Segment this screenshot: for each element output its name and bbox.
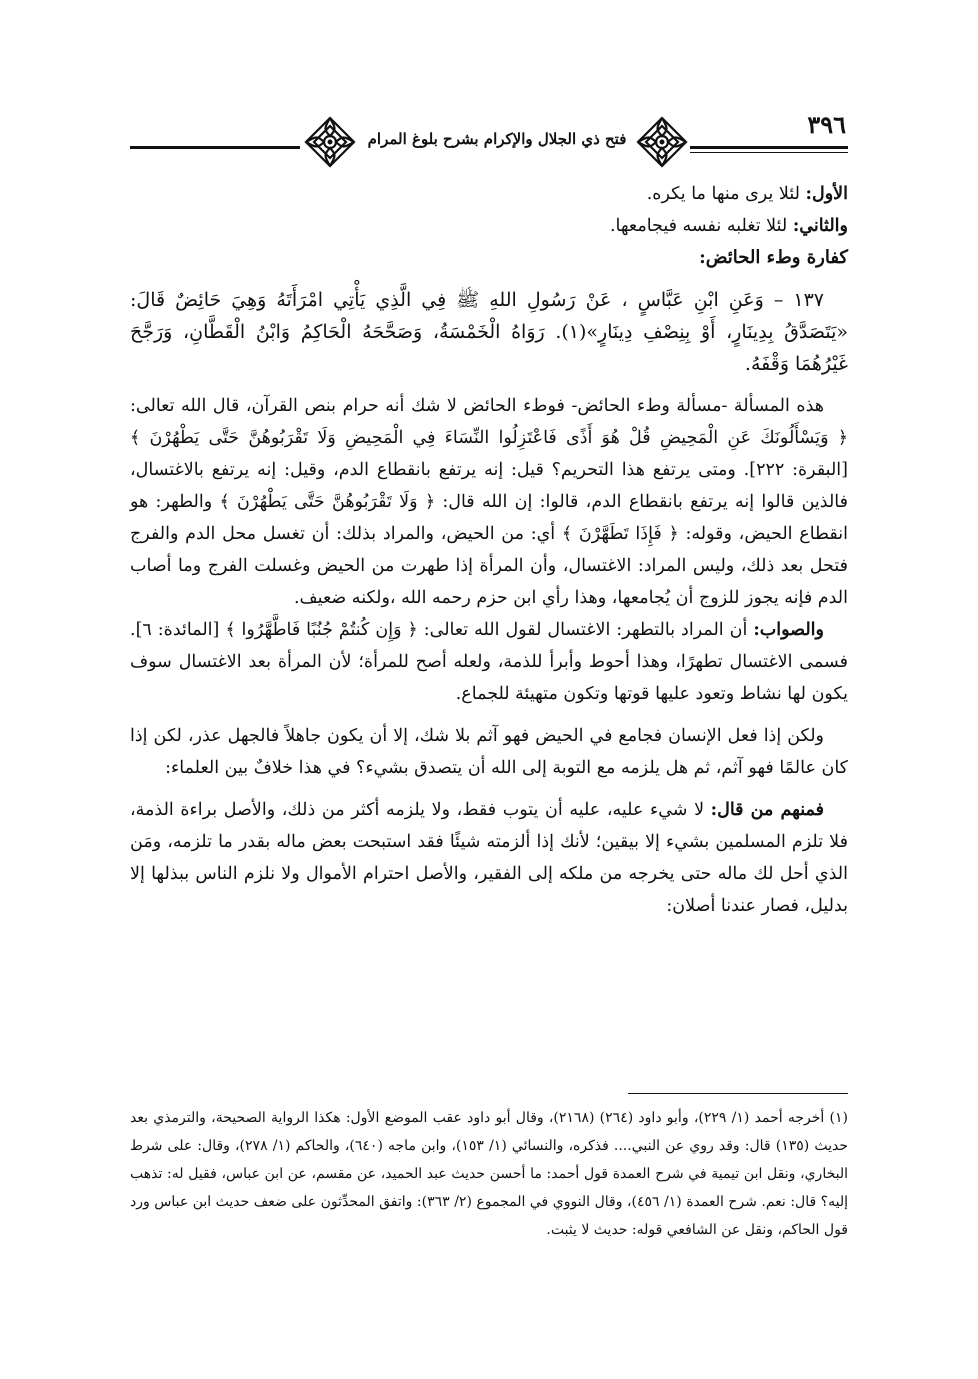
intro-first [130, 178, 848, 210]
second-label: والثاني: [792, 216, 848, 236]
header-rule-right [690, 146, 848, 149]
commentary-paragraph-4 [130, 794, 848, 922]
book-title: فتح ذي الجلال والإكرام بشرح بلوغ المرام [367, 130, 627, 148]
page-number: ٣٩٦ [807, 110, 846, 139]
commentary-paragraph-1: هذه المسألة -مسألة وطء الحائض- فوطء الحائض لا شك أنه حرام بنص القرآن، قال الله تعالى: ﴿ وَيَسْأَلُونَكَ عَنِ الْمَحِيضِ قُلْ هُوَ أَذًى فَاعْتَزِلُوا النِّسَاءَ فِي الْمَحِيضِ وَلَا تَقْرَبُوهُنَّ حَتَّى يَطْهُرْنَ ﴾ [البقرة: ٢٢٢]. ومتى يرتفع هذا التحريم؟ قيل: إنه يرتفع بانقطاع الدم، وقيل: إنه يرتفع بالاغتسال، فالذين قالوا إنه يرتفع بانقطاع الدم، قالوا: إن الله قال: ﴿ وَلَا تَقْرَبُوهُنَّ حَتَّى يَطْهُرْنَ ﴾ والطهر: هو انقطاع الحيض، وقوله: ﴿ فَإِذَا تَطَهَّرْنَ ﴾ أي: من الحيض، والمراد بذلك: أن تغسل محل الدم والفرج فتحل بعد ذلك، وليس المراد: الاغتسال، وأن المرأة إذا طهرت من الحيض وغسلت الفرج وما أصاب الدم فإنه يجوز للزوج أن يُجامعها، وهذا رأي ابن حزم رحمه الله ،ولكنه ضعيف. [130, 396, 848, 608]
ornament-left-icon [302, 114, 358, 170]
footnote-divider [628, 1093, 848, 1094]
footnote-text: (١) أخرجه أحمد (١/ ٢٢٩)، وأبو داود (٢٦٤) (٢١٦٨)، وقال أبو داود عقب الموضع الأول: هكذا الرواية الصحيحة، والترمذي بعد حديث (١٣٥) قال: وقد روي عن النبي.... فذكره، والنسائي (١/ ١٥٣)، وابن ماجه (٦٤٠)، والحاكم (١/ ٢٧٨)، وقال: على شرط البخاري، ونقل ابن تيمية في شرح العمدة قول أحمد: ما أحسن حديث عبد الحميد، عن مقسم، عن ابن عباس، فقيل له: تذهب إليه؟ قال: نعم. شرح العمدة (١/ ٤٥٦)، وقال النووي في المجموع (٢/ ٣٦٣): واتفق المحدِّثون على ضعف حديث ابن عباس ورد قول الحاكم، ونقل عن الشافعي قوله: حديث لا يثبت. [130, 1110, 849, 1238]
commentary-paragraph-3: ولكن إذا فعل الإنسان فجامع في الحيض فهو آثم بلا شك، إلا أن يكون جاهلاً فالجهل عذر، لكن إذا كان عالمًا فهو آثم، ثم هل يلزمه مع التوبة إلى الله أن يتصدق بشيء؟ في هذا خلافٌ بين العلماء: [130, 726, 848, 778]
first-text: لئلا يرى منها ما يكره. [646, 184, 800, 204]
correct-view-text: أن المراد بالتطهر: الاغتسال لقول الله تعالى: ﴿ وَإِن كُنتُمْ جُنُبًا فَاطَّهَّرُوا ﴾ [المائدة: ٦]. فسمى الاغتسال تطهرًا، وهذا أحوط وأبرأ للذمة، ولعله أصح للمرأة؛ لأن المرأة بعد الاغتسال سوف يكون لها نشاط وتعود عليها قوتها وتكون متهيئة للجماع. [130, 620, 848, 704]
first-opinion-text: لا شيء عليه، عليه أن يتوب فقط، ولا يلزمه أكثر من ذلك، والأصل براءة الذمة، فلا تلزم المسلمين بشيء إلا بيقين؛ لأنك إذا ألزمته شيئًا فقد استبحت بعض ماله بقدر ما تلزمه، ومَن الذي أحل لك ماله حتى يخرجه من ملكه إلى الفقير، والأصل احترام الأموال ولا نلزم الناس ببذلها إلا بدليل، فصار عندنا أصلان: [130, 800, 848, 916]
page-header [130, 108, 848, 168]
first-label: الأول: [805, 184, 848, 204]
first-opinion-label: فمنهم من قال: [710, 800, 824, 820]
ornament-right-icon [634, 114, 690, 170]
intro-second [130, 210, 848, 242]
second-text: لئلا تغلبه نفسه فيجامعها. [609, 216, 788, 236]
header-rule-thin [690, 152, 848, 153]
hadith-text: ١٣٧ – وَعَنِ ابْنِ عَبَّاسٍ ، عَنْ رَسُولِ اللهِ ﷺ فِي الَّذِي يَأْتِي امْرَأَتَهُ وَهِيَ حَائِضٌ قَالَ: «يَتَصَدَّقُ بِدِينَارٍ، أَوْ بِنِصْفِ دِينَارٍ»(١). رَوَاهُ الْخَمْسَةُ، وَصَحَّحَهُ الْحَاكِمُ وَابْنُ الْقَطَّانِ، وَرَجَّحَ غَيْرُهُمَا وَقْفَهُ. [130, 289, 848, 375]
footnote [130, 1104, 848, 1244]
correct-view-label: والصواب: [753, 620, 824, 640]
commentary-paragraph-2 [130, 614, 848, 710]
section-title: كفارة وطء الحائض: [699, 247, 848, 268]
header-rule-left [130, 146, 300, 149]
main-text [130, 178, 848, 922]
